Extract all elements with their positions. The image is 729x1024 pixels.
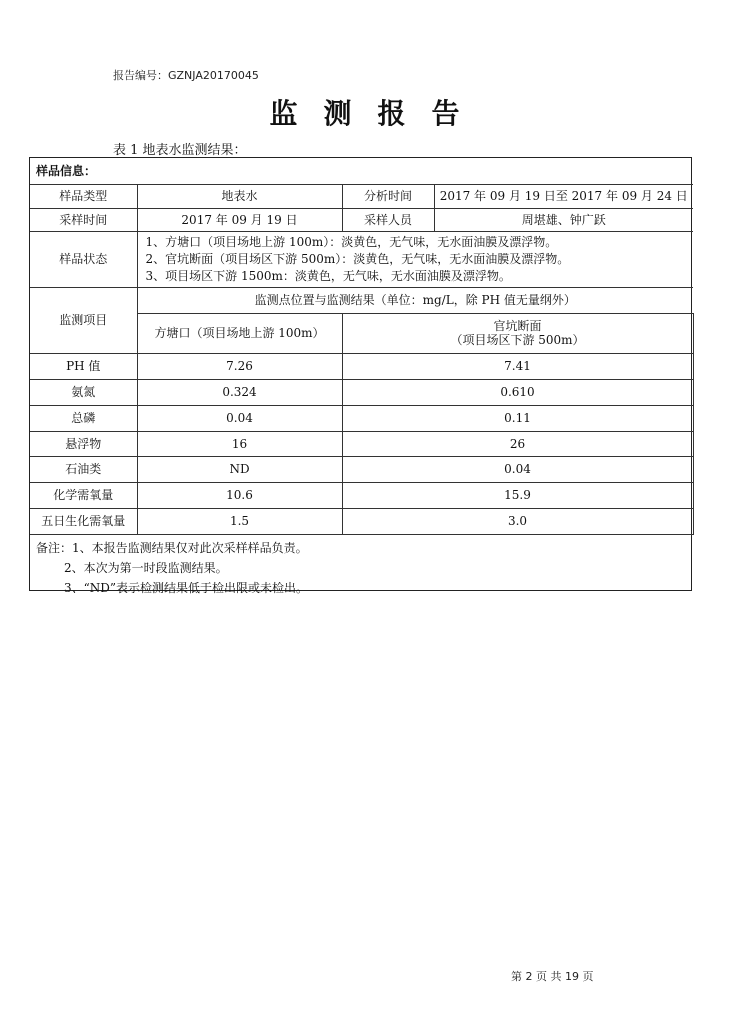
table-row <box>30 456 693 482</box>
site-2-value: 3.0 <box>342 508 693 534</box>
results-table-frame <box>29 157 692 595</box>
sample-state-line: 1、方塘口（项目场地上游 100m）：淡黄色，无气味，无水面油膜及漂浮物。 <box>145 234 558 249</box>
sampling-time-value: 2017 年 09 月 19 日 <box>137 208 342 231</box>
table-row <box>30 231 693 287</box>
table-row <box>30 508 693 534</box>
table-row <box>30 431 693 456</box>
note-line: 备注：1、本报告监测结果仅对此次采样样品负责。 <box>36 540 308 555</box>
analysis-time-label: 分析时间 <box>342 184 434 208</box>
site-2-name: 官坑断面 <box>493 319 542 333</box>
site-2-header <box>342 313 693 353</box>
monitoring-item-header: 监测项目 <box>30 287 137 353</box>
site-2-value: 15.9 <box>342 482 693 508</box>
analysis-time-value: 2017 年 09 月 19 日至 2017 年 09 月 24 日 <box>434 184 693 208</box>
table-caption: 表 1 地表水监测结果： <box>113 143 247 158</box>
item-name: PH 值 <box>30 353 137 379</box>
table-row <box>30 353 693 379</box>
table-row <box>30 158 693 184</box>
results-header: 监测点位置与监测结果（单位：mg/L，除 PH 值无量纲外） <box>137 287 693 313</box>
report-number: 报告编号：GZNJA20170045 <box>113 69 259 82</box>
site-2-value: 0.04 <box>342 456 693 482</box>
sample-type-label: 样品类型 <box>30 184 137 208</box>
table-row <box>30 287 693 313</box>
site-2-value: 7.41 <box>342 353 693 379</box>
item-name: 氨氮 <box>30 379 137 405</box>
site-2-value: 0.610 <box>342 379 693 405</box>
item-name: 化学需氧量 <box>30 482 137 508</box>
sample-info-label: 样品信息： <box>30 158 693 184</box>
table-row <box>30 482 693 508</box>
sample-type-value: 地表水 <box>137 184 342 208</box>
sampler-label: 采样人员 <box>342 208 434 231</box>
table-row <box>30 208 693 231</box>
site-1-value: 0.324 <box>137 379 342 405</box>
site-2-value: 0.11 <box>342 405 693 431</box>
site-1-value: 10.6 <box>137 482 342 508</box>
item-name: 石油类 <box>30 456 137 482</box>
site-1-value: ND <box>137 456 342 482</box>
sample-state-details <box>137 231 693 287</box>
sample-state-label: 样品状态 <box>30 231 137 287</box>
site-1-value: 7.26 <box>137 353 342 379</box>
site-1-value: 0.04 <box>137 405 342 431</box>
item-name: 五日生化需氧量 <box>30 508 137 534</box>
note-line: 2、本次为第一时段监测结果。 <box>64 560 228 575</box>
item-name: 悬浮物 <box>30 431 137 456</box>
sample-state-line: 3、项目场区下游 1500m：淡黄色，无气味，无水面油膜及漂浮物。 <box>145 268 511 283</box>
site-1-value: 16 <box>137 431 342 456</box>
table-row <box>30 184 693 208</box>
notes <box>30 534 693 598</box>
table-row <box>30 405 693 431</box>
item-name: 总磷 <box>30 405 137 431</box>
note-line: 3、“ND”表示检测结果低于检出限或未检出。 <box>64 580 309 595</box>
site-2-value: 26 <box>342 431 693 456</box>
site-1-value: 1.5 <box>137 508 342 534</box>
sample-state-line: 2、官坑断面（项目场区下游 500m）：淡黄色，无气味，无水面油膜及漂浮物。 <box>145 251 570 266</box>
site-1-header: 方塘口（项目场地上游 100m） <box>137 313 342 353</box>
sampler-value: 周堪雄、钟广跃 <box>434 208 693 231</box>
site-2-location: （项目场区下游 500m） <box>450 333 585 347</box>
table-row <box>30 534 693 598</box>
results-table <box>30 158 693 598</box>
sampling-time-label: 采样时间 <box>30 208 137 231</box>
table-row <box>30 379 693 405</box>
page-number: 第 2 页 共 19 页 <box>511 970 594 983</box>
report-title: 监测报告 <box>269 97 486 130</box>
